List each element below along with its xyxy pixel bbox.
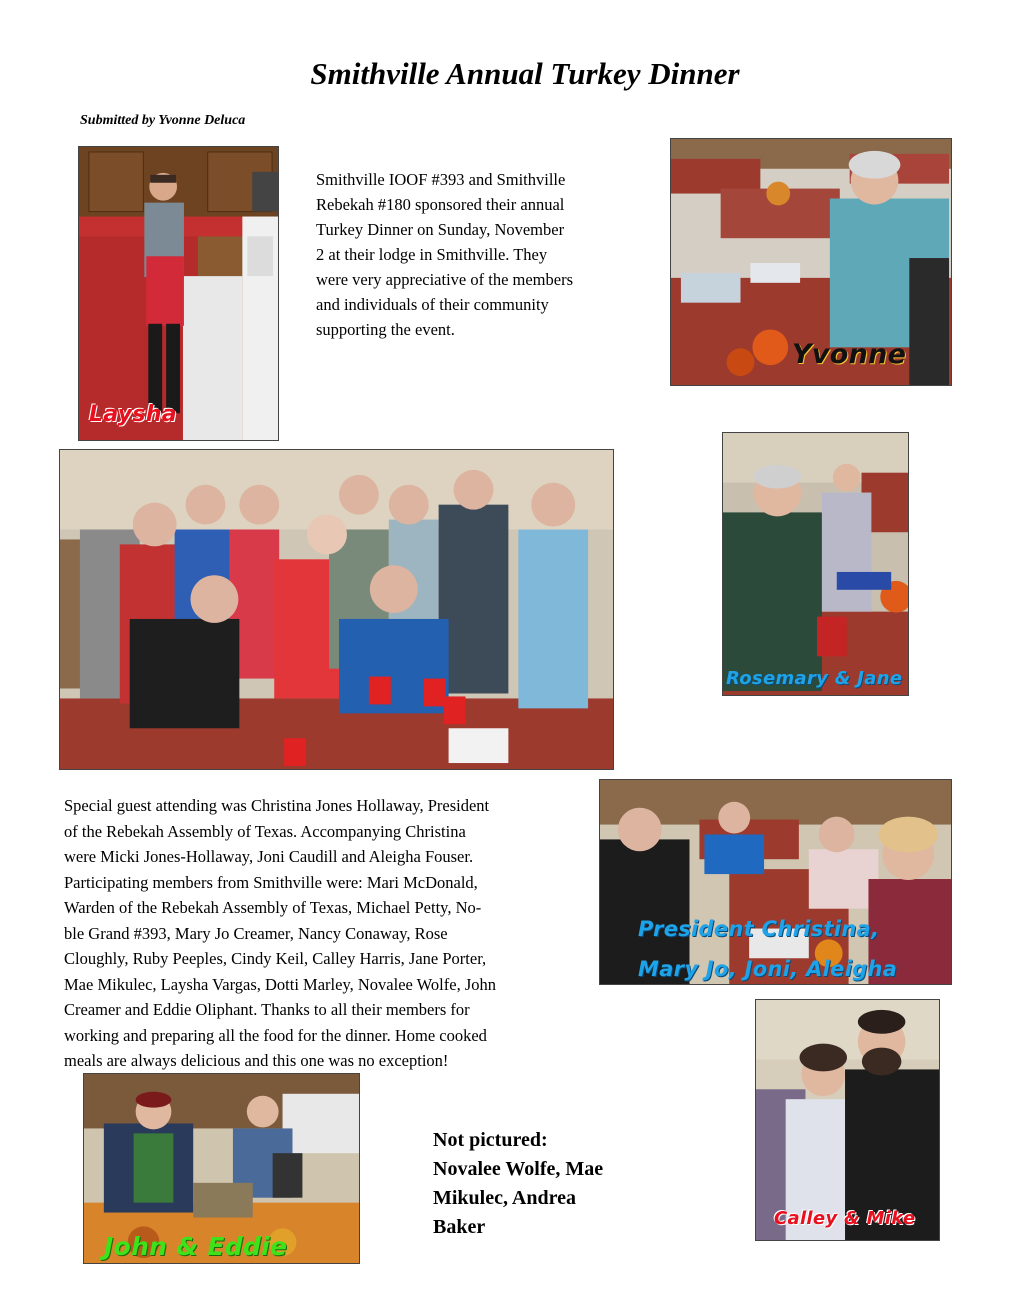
byline: Submitted by Yvonne Deluca <box>80 113 246 128</box>
caption-president-line1: President Christina, <box>638 917 880 941</box>
body-line: Participating members from Smithville were: Mari McDonald, <box>64 872 478 892</box>
caption-president-line2: Mary Jo, Joni, Aleigha <box>638 957 898 981</box>
not-pictured-heading: Not pictured: <box>433 1129 548 1151</box>
not-pictured-line: Novalee Wolfe, Mae <box>433 1158 604 1180</box>
caption-calley-mike: Calley & Mike <box>774 1208 916 1229</box>
photo-laysha <box>78 146 279 441</box>
intro-line: were very appreciative of the members <box>316 270 573 289</box>
caption-yvonne: Yvonne <box>792 339 907 370</box>
not-pictured-line: Mikulec, Andrea <box>433 1187 576 1209</box>
intro-line: Turkey Dinner on Sunday, November <box>316 220 565 239</box>
intro-line: Rebekah #180 sponsored their annual <box>316 195 565 214</box>
body-line: were Micki Jones-Hollaway, Joni Caudill and Aleigha Fouser. <box>64 847 474 866</box>
caption-john-eddie: John & Eddie <box>104 1232 288 1261</box>
not-pictured-line: Baker <box>433 1216 486 1238</box>
body-line: Creamer and Eddie Oliphant. Thanks to all their members for <box>64 1000 470 1019</box>
body-line: ble Grand #393, Mary Jo Creamer, Nancy Conaway, Rose <box>64 923 448 943</box>
body-line: Warden of the Rebekah Assembly of Texas, Michael Petty, No- <box>64 898 482 917</box>
page-title: Smithville Annual Turkey Dinner <box>310 56 740 91</box>
not-pictured <box>433 1126 603 1242</box>
body-line: Mae Mikulec, Laysha Vargas, Dotti Marley, Novalee Wolfe, John <box>64 974 496 994</box>
body-line: Special guest attending was Christina Jones Hollaway, President <box>64 796 490 815</box>
body-line: meals are always delicious and this one was no exception! <box>64 1051 449 1070</box>
intro-line: 2 at their lodge in Smithville. They <box>316 245 548 264</box>
intro-line: supporting the event. <box>316 320 455 339</box>
photo-president-christina <box>599 779 952 985</box>
body-line: working and preparing all the food for the dinner. Home cooked <box>64 1025 487 1045</box>
intro-paragraph <box>316 167 573 342</box>
body-line: Cloughly, Ruby Peeples, Cindy Keil, Calley Harris, Jane Porter, <box>64 949 487 968</box>
intro-line: and individuals of their community <box>316 295 549 314</box>
caption-rosemary-jane: Rosemary & Jane <box>726 668 903 689</box>
photo-rosemary-jane <box>722 432 909 696</box>
photo-group <box>59 449 614 770</box>
body-paragraph <box>64 793 496 1074</box>
photo-calley-mike <box>755 999 940 1241</box>
body-line: of the Rebekah Assembly of Texas. Accompanying Christina <box>64 821 466 841</box>
intro-line: Smithville IOOF #393 and Smithville <box>316 170 566 189</box>
caption-laysha: Laysha <box>89 402 177 427</box>
